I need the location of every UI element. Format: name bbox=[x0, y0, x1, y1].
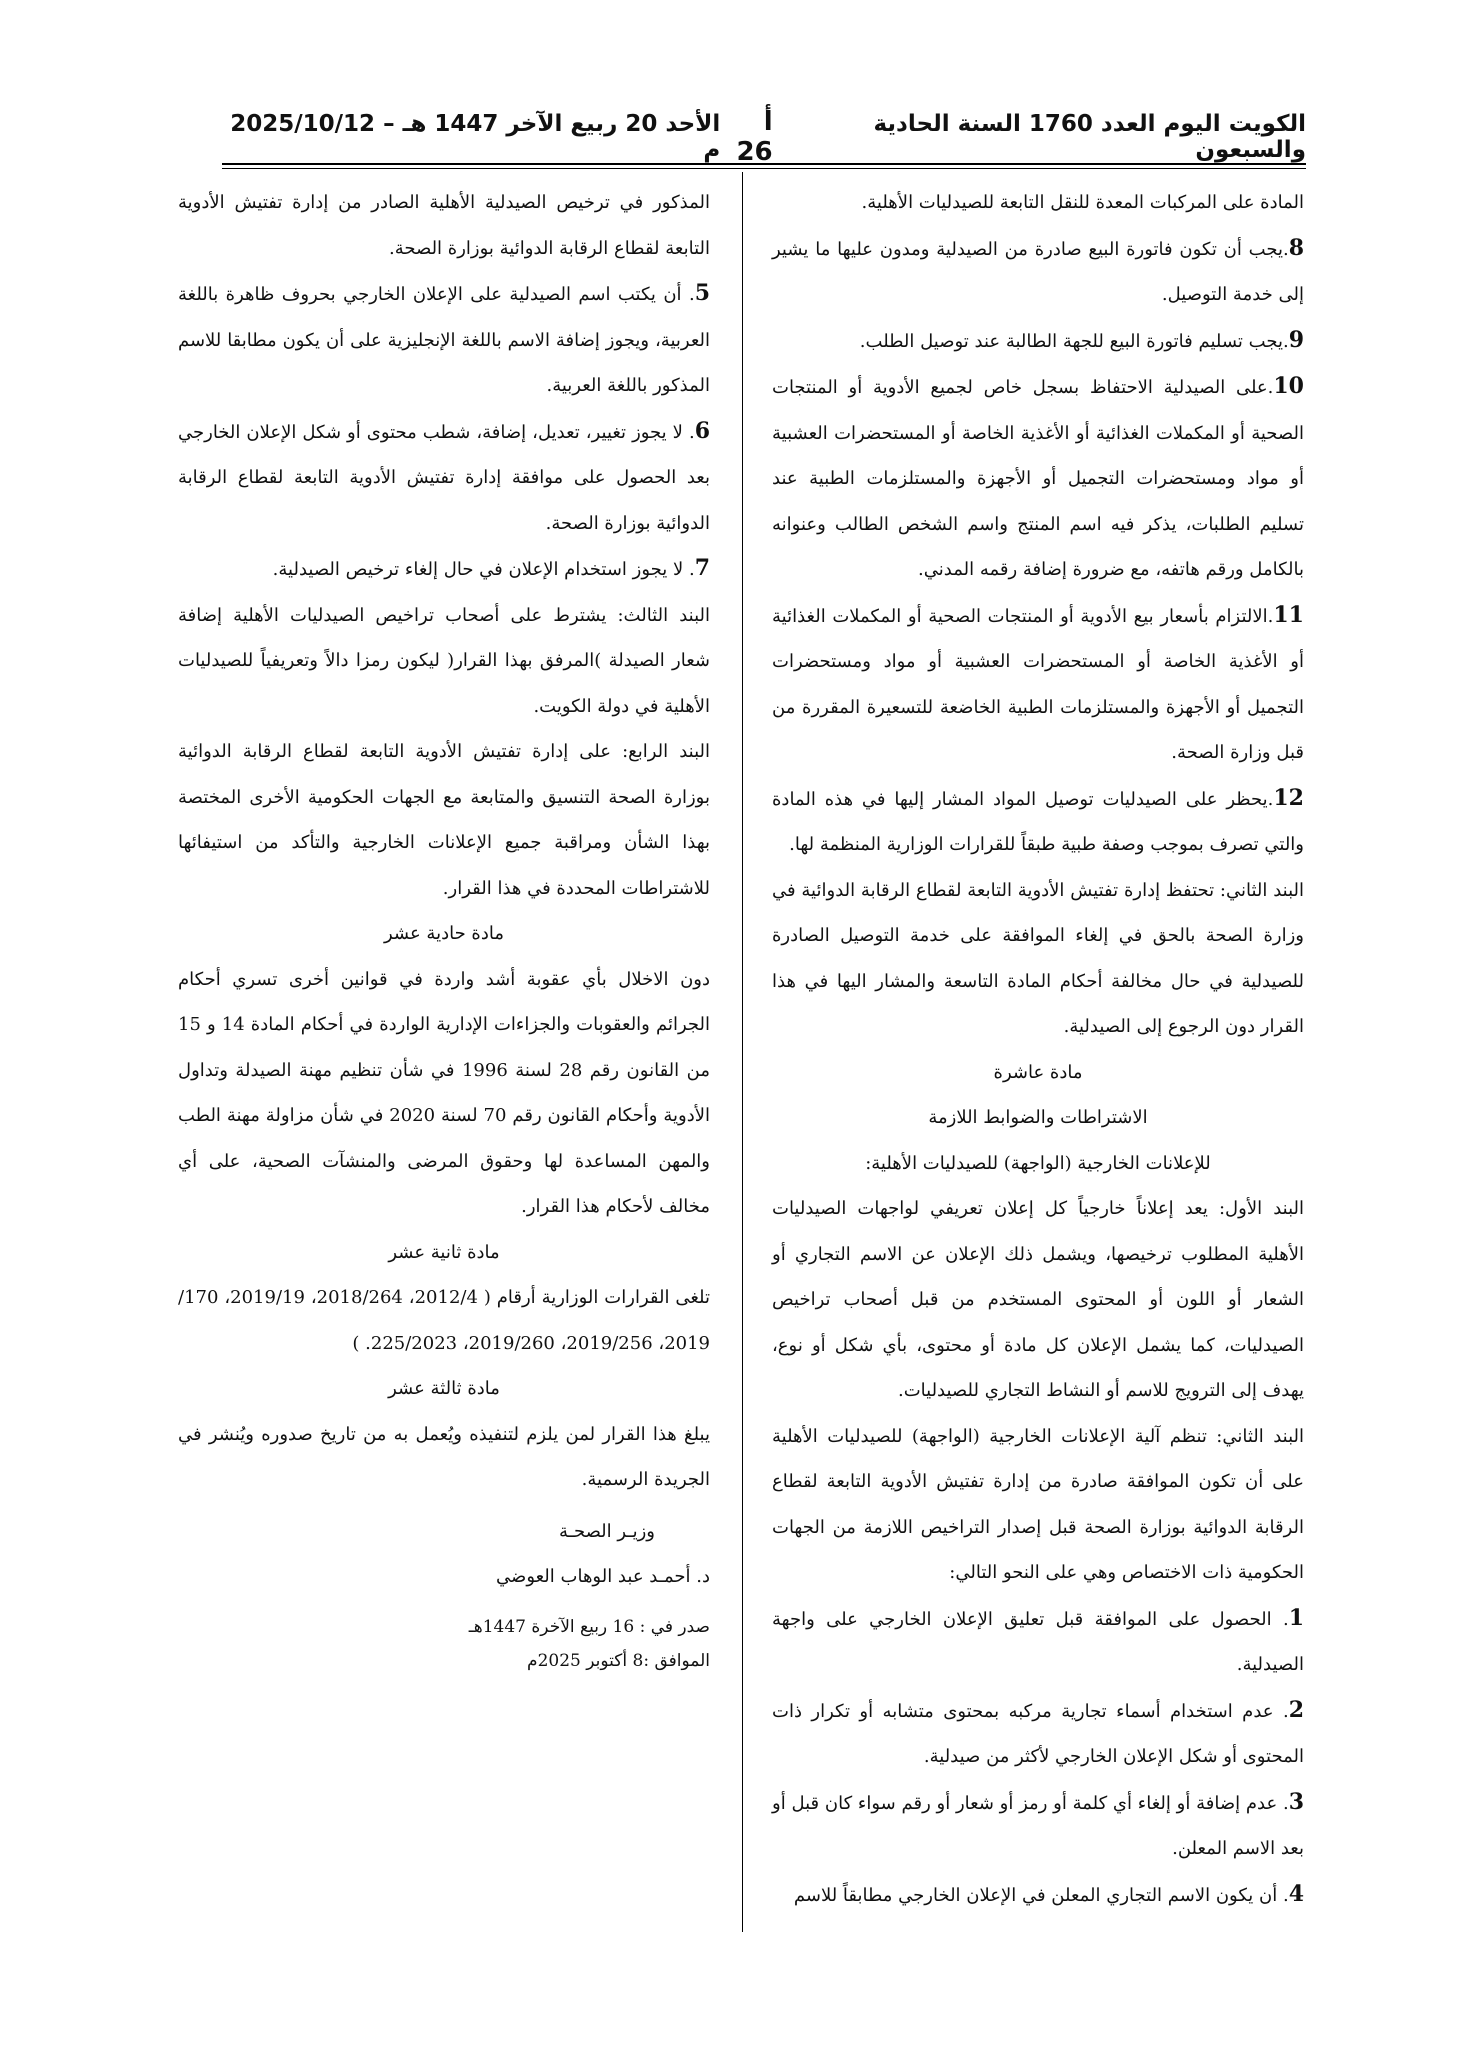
publication-title: الكويت اليوم العدد 1760 السنة الحادية والسبعون bbox=[873, 111, 1306, 163]
paragraph-text: . أن يكون الاسم التجاري المعلن في الإعلان الخارجي مطابقاً للاسم bbox=[793, 1884, 1289, 1906]
paragraph-text: المادة على المركبات المعدة للنقل التابعة للصيدليات الأهلية. bbox=[861, 192, 1304, 213]
paragraph bbox=[772, 593, 1304, 776]
paragraph bbox=[772, 1596, 1304, 1688]
paragraph-text: .يحظر على الصيدليات توصيل المواد المشار إليها في هذه المادة والتي تصرف بموجب وصفة طبية طبقاً للقرارات الوزارية المنظمة لها. bbox=[772, 788, 1304, 855]
column-divider bbox=[742, 172, 743, 1932]
article-heading: مادة ثالثة عشر bbox=[388, 1378, 500, 1399]
paragraph-text: . لا يجوز تغيير، تعديل، إضافة، شطب محتوى أو شكل الإعلان الخارجي بعد الحصول على موافقة إدارة تفتيش الأدوية التابعة لقطاع الرقابة الدوائية بوزارة الصحة. bbox=[178, 421, 710, 534]
paragraph-text: .على الصيدلية الاحتفاظ بسجل خاص لجميع الأدوية أو المنتجات الصحية أو المكملات الغذائية أو الأغذية الخاصة أو المستحضرات العشبية أو مواد ومستحضرات التجميل أو الأجهزة والمستلزمات الطبية عند تسليم الطلبات، يذكر فيه اسم المنتج واسم الشخص الطالب وعنوانه بالكامل ورقم هاتفه، مع ضرورة إضافة رقمه المدني. bbox=[772, 377, 1304, 580]
article-heading: مادة عاشرة bbox=[993, 1061, 1083, 1083]
paragraph bbox=[772, 318, 1304, 365]
paragraph-text: البند الثاني: تحتفظ إدارة تفتيش الأدوية التابعة لقطاع الرقابة الدوائية في وزارة الصحة بالحق في إلغاء الموافقة على خدمة التوصيل الصادرة للصيدلية في حال مخالفة أحكام المادة التاسعة والمشار اليها في هذا القرار دون الرجوع إلى الصيدلية. bbox=[772, 879, 1304, 1037]
page-header bbox=[222, 107, 1306, 167]
paragraph-text: يبلغ هذا القرار لمن يلزم لتنفيذه ويُعمل به من تاريخ صدوره ويُنشر في الجريدة الرسمية. bbox=[178, 1423, 710, 1490]
paragraph bbox=[772, 1186, 1304, 1414]
paragraph bbox=[772, 868, 1304, 1050]
signature-title: وزيـر الصحـة bbox=[559, 1520, 655, 1542]
clause-number: 6 bbox=[694, 417, 710, 444]
paragraph-text: .الالتزام بأسعار بيع الأدوية أو المنتجات الصحية أو المكملات الغذائية أو الأغذية الخاصة أو المستحضرات العشبية أو مواد ومستحضرات التجميل أو الأجهزة والمستلزمات الطبية الخاضعة للتسعيرة المقررة من قبل وزارة الصحة. bbox=[772, 605, 1304, 763]
clause-number: 5 bbox=[694, 280, 710, 306]
clause-number: 3 bbox=[1288, 1788, 1304, 1815]
clause-number: 4 bbox=[1288, 1880, 1304, 1907]
left-column bbox=[178, 180, 710, 1678]
clause-number: 8 bbox=[1288, 234, 1304, 261]
article-heading: مادة ثانية عشر bbox=[388, 1241, 500, 1263]
paragraph bbox=[772, 776, 1304, 868]
header-rule bbox=[222, 163, 1306, 169]
paragraph bbox=[772, 180, 1304, 226]
paragraph-text: . عدم استخدام أسماء تجارية مركبه بمحتوى متشابه أو تكرار ذات المحتوى أو شكل الإعلان الخارجي لأكثر من صيدلية. bbox=[772, 1700, 1304, 1767]
paragraph-text: .يجب أن تكون فاتورة البيع صادرة من الصيدلية ومدون عليها ما يشير إلى خدمة التوصيل. bbox=[772, 238, 1304, 305]
paragraph-text: المذكور في ترخيص الصيدلية الأهلية الصادر من إدارة تفتيش الأدوية التابعة لقطاع الرقابة الدوائية بوزارة الصحة. bbox=[178, 192, 710, 259]
article-heading: الاشتراطات والضوابط اللازمة bbox=[928, 1107, 1148, 1128]
paragraph bbox=[772, 1688, 1304, 1780]
article-heading: للإعلانات الخارجية (الواجهة) للصيدليات الأهلية: bbox=[865, 1152, 1211, 1174]
clause-number: 10 bbox=[1273, 373, 1304, 399]
paragraph bbox=[178, 271, 710, 409]
paragraph bbox=[178, 593, 710, 730]
paragraph-text: .يجب تسليم فاتورة البيع للجهة الطالبة عند توصيل الطلب. bbox=[859, 330, 1289, 352]
signature-name: د. أحمـد عبد الوهاب العوضي bbox=[496, 1566, 710, 1587]
paragraph bbox=[178, 409, 710, 547]
paragraph-text: البند الأول: يعد إعلاناً خارجياً كل إعلان تعريفي لواجهات الصيدليات الأهلية المطلوب ترخيصها، ويشمل ذلك الإعلان عن الاسم التجاري أو الشعار أو اللون أو المحتوى المستخدم من قبل أصحاب تراخيص الصيدليات، كما يشمل الإعلان كل مادة أو محتوى، بأي شكل أو نوع، يهدف إلى الترويج للاسم أو النشاط التجاري للصيدليات. bbox=[772, 1198, 1304, 1401]
paragraph-text: . عدم إضافة أو إلغاء أي كلمة أو رمز أو شعار أو رقم سواء كان قبل أو بعد الاسم المعلن. bbox=[772, 1792, 1304, 1859]
clause-number: 9 bbox=[1288, 326, 1304, 353]
issued-date: صدر في : 16 ربيع الآخرة 1447هـ bbox=[468, 1616, 710, 1637]
paragraph bbox=[178, 729, 710, 911]
paragraph bbox=[178, 1275, 710, 1366]
paragraph-text: تلغى القرارات الوزارية أرقام ( 2012/4، 2018/264، 2019/19، 170/ 2019، 2019/256، 2019/260، 225/2023. ) bbox=[178, 1287, 711, 1354]
paragraph-text: البند الرابع: على إدارة تفتيش الأدوية التابعة لقطاع الرقابة الدوائية بوزارة الصحة التنسيق والمتابعة مع الجهات الحكومية الأخرى المختصة بهذا الشأن ومراقبة جميع الإعلانات الخارجية والتأكد من استيفائها للاشتراطات المحددة في هذا القرار. bbox=[178, 741, 710, 899]
issue-date: الأحد 20 ربيع الآخر 1447 هـ – 2025/10/12 م bbox=[230, 111, 721, 163]
clause-number: 7 bbox=[694, 555, 710, 581]
paragraph bbox=[178, 957, 710, 1230]
paragraph-text: دون الاخلال بأي عقوبة أشد واردة في قوانين أخرى تسري أحكام الجرائم والعقوبات والجزاءات الإدارية الواردة في أحكام المادة 14 و 15 من القانون رقم 28 لسنة 1996 في شأن تنظيم مهنة الصيدلة وتداول الأدوية وأحكام القانون رقم 70 لسنة 2020 في شأن مزاولة مهنة الطب والمهن المساعدة لها وحقوق المرضى والمنشآت الصحية، على أي مخالف لأحكام هذا القرار. bbox=[178, 968, 710, 1217]
paragraph bbox=[772, 1780, 1304, 1872]
paragraph bbox=[178, 546, 710, 593]
clause-number: 2 bbox=[1288, 1696, 1304, 1723]
left-column-body bbox=[178, 180, 710, 1503]
paragraph-text: . الحصول على الموافقة قبل تعليق الإعلان الخارجي على واجهة الصيدلية. bbox=[772, 1608, 1304, 1675]
paragraph bbox=[178, 1412, 710, 1503]
paragraph bbox=[178, 180, 710, 271]
paragraph-text: البند الثاني: تنظم آلية الإعلانات الخارجية (الواجهة) للصيدليات الأهلية على أن تكون الموافقة صادرة من إدارة تفتيش الأدوية التابعة لقطاع الرقابة الدوائية بوزارة الصحة قبل إصدار التراخيص اللازمة من الجهات الحكومية ذات الاختصاص وهي على النحو التالي: bbox=[772, 1425, 1304, 1583]
corresponding-date: الموافق :8 أكتوبر 2025م bbox=[527, 1650, 710, 1671]
paragraph-text: . لا يجوز استخدام الإعلان في حال إلغاء ترخيص الصيدلية. bbox=[272, 559, 695, 580]
clause-number: 1 bbox=[1288, 1604, 1305, 1631]
clause-number: 11 bbox=[1273, 601, 1304, 628]
paragraph bbox=[772, 1414, 1304, 1596]
paragraph bbox=[772, 226, 1304, 318]
paragraph-text: . أن يكتب اسم الصيدلية على الإعلان الخارجي بحروف ظاهرة باللغة العربية، ويجوز إضافة الاسم باللغة الإنجليزية على أن يكون مطابقا للاسم المذكور باللغة العربية. bbox=[178, 284, 710, 396]
paragraph bbox=[772, 364, 1304, 593]
paragraph-text: البند الثالث: يشترط على أصحاب تراخيص الصيدليات الأهلية إضافة شعار الصيدلة )المرفق بهذا القرار( ليكون رمزا دالاً وتعريفياً للصيدليات الأهلية في دولة الكويت. bbox=[178, 604, 710, 717]
right-column bbox=[772, 180, 1304, 1918]
clause-number: 12 bbox=[1273, 784, 1304, 811]
page-number: أ 26 bbox=[736, 107, 773, 167]
article-heading: مادة حادية عشر bbox=[383, 923, 505, 944]
paragraph bbox=[772, 1872, 1304, 1919]
